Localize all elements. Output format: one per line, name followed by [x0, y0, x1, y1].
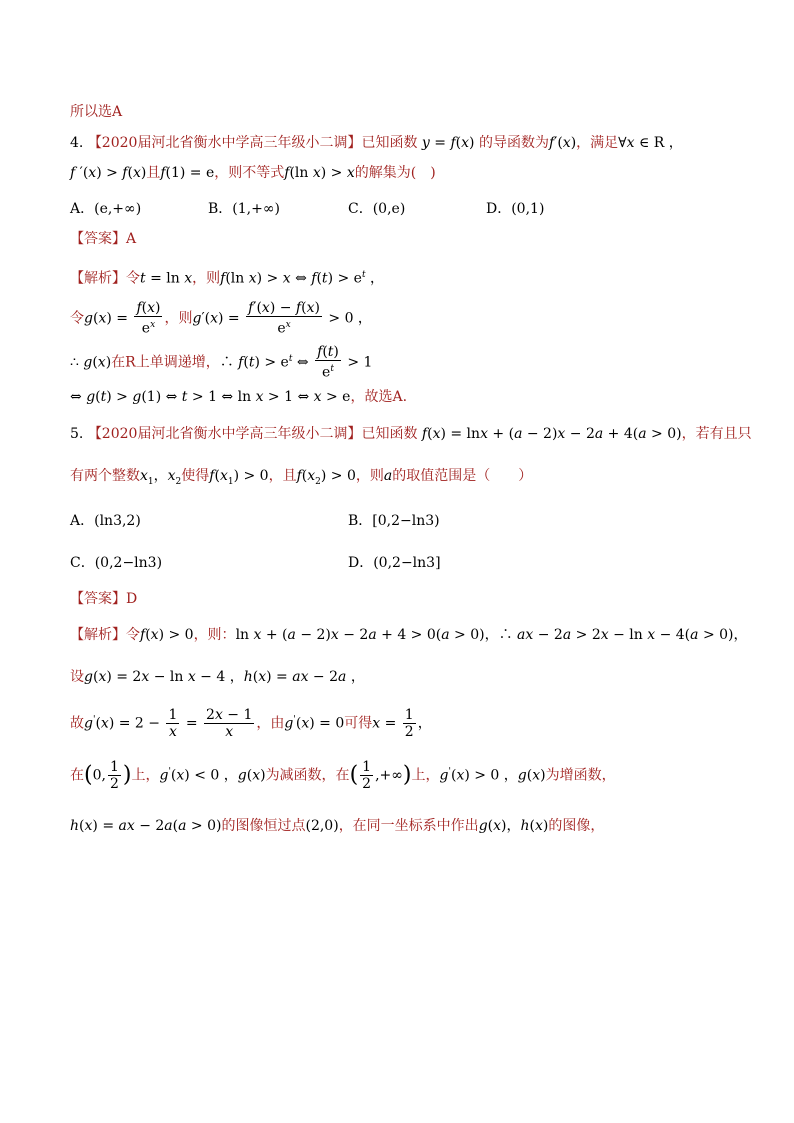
q5-option-d: D．(0,2−ln3] — [348, 555, 441, 571]
q5-stem-line1: 5. 【2020届河北省衡水中学高三年级小二调】已知函数 f(x) = lnx + (a − 2)x − 2a + 4(a > 0)，若有且只 — [70, 426, 752, 442]
q5-answer: 【答案】D — [70, 591, 138, 607]
q4-option-d: D．(0,1) — [486, 201, 545, 217]
q5-option-c: C．(0,2−ln3) — [70, 555, 163, 571]
q5-analysis-line2: 设g(x) = 2x − ln x − 4 ，h(x) = ax − 2a ， — [70, 669, 365, 685]
q4-option-a: A．(e,+∞) — [70, 201, 142, 217]
q5-option-b: B．[0,2−ln3) — [348, 513, 440, 529]
q4-answer: 【答案】A — [70, 231, 137, 247]
q5-number: 5. — [70, 426, 84, 442]
q5-analysis-line3: 故g'(x) = 2 − $\frac{1}{x}$ = $\frac{2x - 1}{x}$ ，由g'(x) = 0可得x = $\frac{1}{2}$ ， — [70, 707, 432, 741]
q5-analysis-line5: h(x) = ax − 2a(a > 0)的图像恒过点(2,0)，在同一坐标系中作出g(x)，h(x)的图像， — [70, 818, 605, 834]
q4-analysis-line4: ⇔ g(t) > g(1) ⇔ t > 1 ⇔ ln x > 1 ⇔ x > e，故选A. — [70, 389, 408, 405]
q4-stem-line1: 4. 【2020届河北省衡水中学高三年级小二调】已知函数 y = f(x) 的导函数为f′(x)，满足∀x ∈ R ， — [70, 135, 683, 151]
q4-source: 【2020届河北省衡水中学高三年级小二调】 — [87, 135, 362, 151]
previous-conclusion: 所以选A — [70, 104, 123, 120]
q4-number: 4. — [70, 135, 84, 151]
q4-option-c: C．(0,e) — [348, 201, 406, 217]
q4-analysis-line1: 【解析】令t = ln x，则f(ln x) > x ⇔ $f(t) > e^t$ ， — [70, 270, 385, 287]
q4-stem-line2: f ′(x) > f(x)且f(1) = e，则不等式f(ln x) > x的解集为( ) — [70, 165, 436, 181]
q4-option-b: B．(1,+∞) — [208, 201, 280, 217]
q5-option-a: A．(ln3,2) — [70, 513, 141, 529]
q5-analysis-line4: 在(0, $\frac{1}{2}$ )上，g'(x) < 0 ，g(x)为减函数，在( $\frac{1}{2}$ ,+∞)上，g'(x) > 0 ，g(x)为增函数， — [70, 759, 616, 793]
q5-source: 【2020届河北省衡水中学高三年级小二调】 — [87, 426, 362, 442]
q4-analysis-line2: 令g(x) = $\frac{f(x)}{e^x}$ ，则g′(x) = $\frac{f'(x) - f(x)}{e^x}$ > 0 ， — [70, 300, 372, 337]
q4-analysis-line3: ∴ g(x)在R上单调递增，∴ $f(t) > e^t$ ⇔ $\frac{f(t)}{e^t}$ > 1 — [70, 344, 373, 381]
q5-stem-line2: 有两个整数$x_1$，$x_2$使得$f(x_1) > 0$，且$f(x_2) > 0$，则a的取值范围是（ ） — [70, 468, 533, 487]
q5-analysis-line1: 【解析】令f(x) > 0，则：ln x + (a − 2)x − 2a + 4 > 0(a > 0)，∴ ax − 2a > 2x − ln x − 4(a > 0)， — [70, 627, 748, 643]
